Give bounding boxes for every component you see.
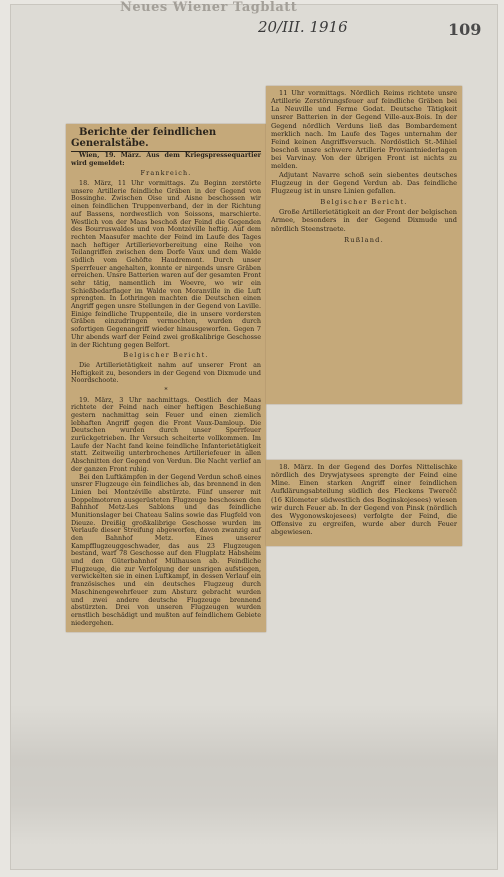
article-lede: Wien, 19. März. Aus dem Kriegspressequartier wird gemeldet: bbox=[71, 151, 261, 167]
newspaper-title: Neues Wiener Tagblatt bbox=[120, 0, 298, 15]
paragraph: 18. März. In der Gegend des Dorfes Nittelischke nördlich des Drywjatysees sprengte der Feind eine Mine. Einen starken Angriff einer feindlichen Aufklärungsabteilung südlich des Fleckens Twerečč (16 Kilometer südwestlich des Boginskojesees) wiesen wir durch Feuer ab. In der Gegend von Pinsk (nördlich des Wygonowskojesees) verfolgte der Feind, die Offensive zu ergreifen, wurde aber durch Feuer abgewiesen. bbox=[271, 463, 457, 537]
section-heading: Frankreich. bbox=[140, 169, 192, 178]
article-headline: Berichte der feindlichen Generalstäbe. bbox=[71, 127, 261, 152]
paragraph-fragment: Bei den Luftkämpfen in der Gegend Verdun schoß eines unsrer Flugzeuge ein feindliches ab, das brennend in den Linien bei Montzéville abstürzte. Fünf unserer mit Doppelmotoren ausgerüsteten Flugzeuge beschossen den Bahnhof Metz-Les Sablons und das feindliche Munitionslager bei Chateau Salins sowie das Flugfeld von Dieuze. Dreißig großkalibrige Geschosse wurden im Verlaufe dieser Streifung abgeworfen, davon zwanzig auf den Bahnhof Metz. Eines unserer Kampfflugzeuggeschwader, das aus 23 Flugzeugen bestand, warf 78 Geschosse auf den Flugplatz Habsheim und den Güterbahnhof Mülhausen ab. Feindliche Flugzeuge, die zur Verfolgung der unsrigen aufstiegen, verwickelten sie in einen Luftkampf, in dessen Verlauf ein französisches und ein deutsches Flugzeug durch Maschinengewehrfeuer zum Absturz gebracht wurden und zwei andere deutsche Flugzeuge brennend abstürzten. Drei von unseren Flugzeugen wurden ernstlich beschädigt und mußten auf feindlichem Gebiete niedergehen. bbox=[71, 472, 261, 627]
paragraph: 19. März, 3 Uhr nachmittags. Oestlich der Maas richtete der Feind nach einer heftigen Beschießung gestern nachmittag sein Feuer und einen ziemlich lebhaften Angriff gegen die Front Vaux-Damloup. Die Deutschen wurden durch unser Sperrfeuer zurückgetrieben. Ihr Versuch scheiterte vollkommen. Im Laufe der Nacht fand keine feindliche Infanterietätigkeit statt. Zeitweilig unterbrochenes Artilleriefeuer in allen Abschnitten der Gegend von Verdun. Die Nacht verlief an der ganzen Front ruhig. bbox=[71, 395, 261, 473]
paragraph: Die Artillerietätigkeit nahm auf unserer Front an Heftigkeit zu, besonders in der Gegend von Dixmude und Noordschoote. bbox=[71, 360, 261, 385]
page-number: 109 bbox=[448, 20, 482, 39]
paragraph: Adjutant Navarre schoß sein siebentes deutsches Flugzeug in der Gegend Verdun ab. Das feindliche Flugzeug ist in unsre Linien gefallen. bbox=[271, 170, 457, 195]
handwritten-date: 20/III. 1916 bbox=[258, 18, 348, 36]
paragraph: 18. März, 11 Uhr vormittags. Zu Beginn zerstörte unsere Artillerie feindliche Gräben in der Gegend von Bossinghe. Zwischen Oise und Aisne beschossen wir einen feindlichen Truppenverband, der in der Richtung auf Bassens, nordwestlich von Soissons, marschierte. Westlich von der Maas beschoß der Feind die Gegenden des Bourruswaldes und von Montzéville heftig. Auf dem rechten Maasufer machte der Feind im Laufe des Tages nach heftiger Artillerievorbereitung eine Reihe von Teilangriffen zwischen dem Dorfe Vaux und dem Walde südlich vom Gehöfte Haudremont. Durch unser Sperrfeuer angehalten, konnte er nirgends unsre Gräben erreichen. Unsre Batterien waren auf der gesamten Front sehr tätig, namentlich im Woevre, wo wir ein Schießbedarflager im Walde von Moranville in die Luft sprengten. In Lothringen machten die Deutschen einen Angriff gegen unsre Stellungen in der Gegend von Laville. Einige feindliche Truppenteile, die in unsere vordersten Gräben einzudringen vermochten, wurden durch sofortigen Gegenangriff wieder hinausgeworfen. Gegen 7 Uhr abends warf der Feind zwei großkalibrige Geschosse in der Richtung gegen Belfort. bbox=[71, 179, 261, 349]
clipping-left-column bbox=[66, 124, 266, 632]
paragraph: 11 Uhr vormittags. Nördlich Reims richtete unsre Artillerie Zerstörungsfeuer auf feindliche Gräben bei La Neuville und Ferme Godat. Deutsche Tätigkeit unsrer Batterien in der Gegend Ville-aux-Bois. In der Gegend nördlich Verduns ließ das Bombardement merklich nach. Im Laufe des Tages unternahm der Feind keinen Angriffsversuch. Nordöstlich St.-Mihiel beschoß unsre schwere Artillerie Proviantniederlagen bei Varvinay. Von der übrigen Front ist nichts zu melden. bbox=[271, 89, 457, 171]
section-heading: Belgischer Bericht. bbox=[123, 351, 209, 360]
paragraph-continued bbox=[71, 474, 261, 628]
section-separator: * bbox=[164, 385, 168, 394]
section-heading: Rußland. bbox=[344, 235, 384, 244]
clipping-right-column bbox=[266, 86, 462, 404]
section-heading: Belgischer Bericht. bbox=[320, 198, 408, 207]
scan-shadow bbox=[11, 705, 497, 845]
paragraph: Große Artillerietätigkeit an der Front der belgischen Armee, besonders in der Gegend Dixmude und nördlich Steenstraete. bbox=[271, 208, 457, 233]
clipping-lower-right bbox=[266, 460, 462, 546]
